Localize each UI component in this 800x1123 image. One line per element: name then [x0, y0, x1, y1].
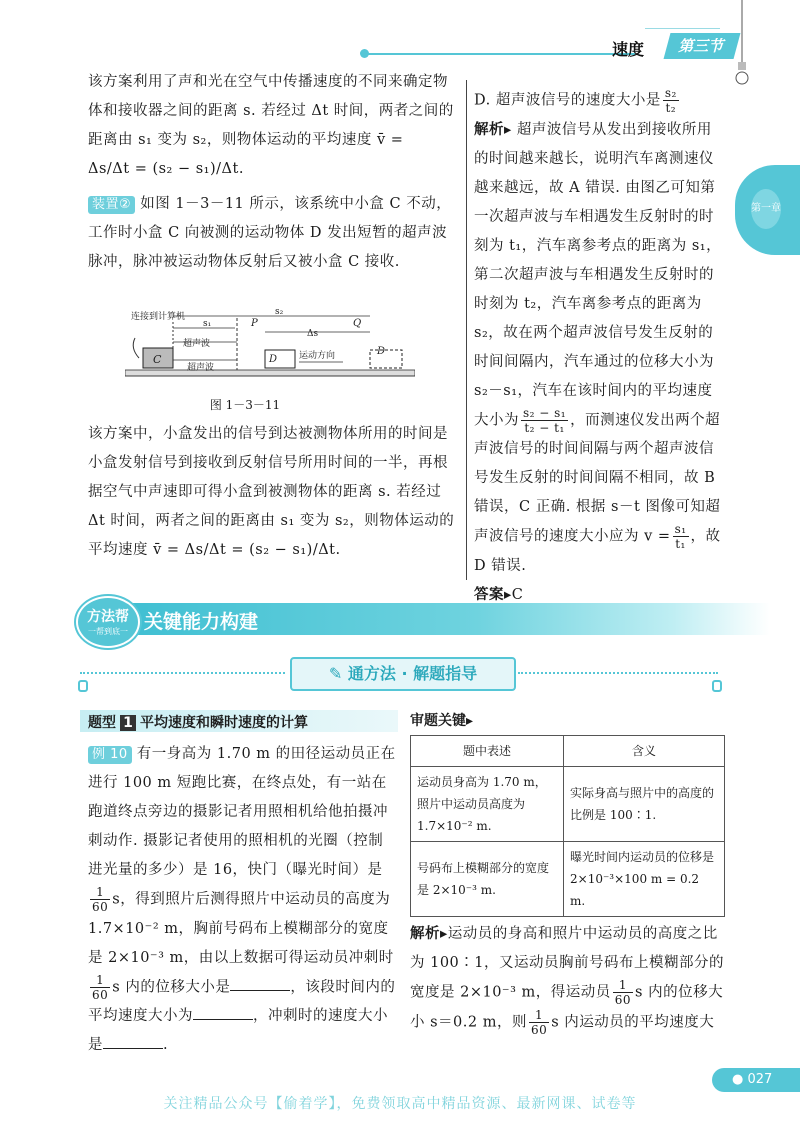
p3-formula: v̄ = Δs/Δt = (s₂ − s₁)/Δt.: [153, 542, 341, 558]
table-cell: 运动员身高为 1.70 m，照片中运动员高度为 1.7×10⁻² m.: [411, 767, 564, 842]
review-heading-text: 审题关键: [410, 713, 466, 729]
frac-num: s₂: [664, 86, 677, 100]
frac-num: 1: [613, 978, 633, 993]
review-analysis: [410, 920, 725, 1037]
p3-text: 该方案中，小盒发出的信号到达被测物体所用的时间是小盒发射信号到接收到反射信号所用时间的一半，再根据空气中声速即可得小盒到被测物体的距离 s. 若经过 Δt 时间，两者之间的距离由 s₁ 变为 s₂，则物体运动的平均速度: [88, 426, 455, 558]
fig-label-wave1: 超声波: [183, 339, 211, 349]
device-tag: 装置②: [88, 196, 135, 214]
badge-bottom: 一帮到底一: [88, 627, 128, 636]
fig-label-wave2: 超声波: [187, 363, 215, 373]
problem-text-d: ，该段时间内的平均速度大小为: [88, 979, 396, 1024]
fig-label-dir: 运动方向: [299, 351, 336, 361]
fig-label-ds: Δs: [307, 329, 319, 339]
frac-den: 60: [92, 900, 109, 914]
fig-label-d2: D: [377, 346, 386, 357]
fig-label-p: P: [251, 318, 258, 329]
fig-label-c: C: [153, 353, 162, 366]
option-d: [474, 86, 726, 116]
p2-text: 如图 1－3－11 所示，该系统中小盒 C 不动，工作时小盒 C 向被测的运动物体 D 发出短暂的超声波脉冲，脉冲被运动物体反射后又被小盒 C 接收.: [88, 196, 452, 270]
paragraph-1: [88, 68, 460, 184]
method-badge: [76, 596, 140, 648]
table-cell: 号码布上模糊部分的宽度是 2×10⁻³ m.: [411, 842, 564, 917]
paragraph-2: [88, 190, 460, 277]
problem-text-f: .: [163, 1037, 169, 1053]
header-rule-top: [645, 28, 720, 29]
chapter-side-tab: [735, 165, 800, 255]
answer-blank[interactable]: [103, 1048, 163, 1049]
column-divider: [466, 80, 467, 580]
example-tag: 例 10: [88, 746, 132, 764]
problem-fraction-b: [90, 973, 110, 1002]
fig-label-d: D: [269, 354, 278, 365]
frac-num: s₁: [674, 522, 687, 536]
problem-text-e: ，冲刺时的速度大小是: [88, 1008, 388, 1053]
frac-den: 60: [92, 987, 109, 1002]
pin-icon: [78, 680, 88, 692]
analysis-block: 解析▸ 超声波信号从发出到接收所用的时间越来越长，说明汽车离测速仪越来越远，故 A 错误. 由图乙可知第一次超声波与车相遇发生反射时的时刻为 t₁，汽车离参考点的距离为 s₁，第二次超声波与车相遇发生反射时的时刻为 t₂，汽车离参考点的距离为 s₂，故在两个超声波信号发生反射的时间间隔内，汽车通过的位移大小为 s₂－s₁，汽车在该时间内的平均速度大小为 $\frac{\text{s₂ − s₁}}{\text{t₂ − t₁}}$ ，而测速仪发出两个超声波信号的时间间隔与两个超声波信号发生反射的时间间隔不相同，故 B 错误，C 正确. 根据 s－t 图像可知超声波信号的速度大小应为 v = $\frac{\text{s₁}}{\text{t₁}}$ ，故 D 错误.: [474, 121, 722, 574]
table-row: [411, 767, 725, 842]
analysis-end: ，故 D 错误.: [474, 528, 721, 574]
pin-icon: [712, 680, 722, 692]
type-number: 1: [120, 715, 136, 731]
problem-fraction-a: [90, 885, 110, 914]
dotted-rule-right: [518, 672, 718, 674]
p1-formula: Δs/Δt = (s₂ − s₁)/Δt.: [88, 161, 244, 177]
page-number: ● 027: [712, 1068, 800, 1092]
page-number-text: 027: [747, 1072, 773, 1087]
header-chapter: 速度: [612, 40, 645, 59]
frac-num: 1: [90, 973, 110, 988]
problem-text-a: 有一身高为 1.70 m 的田径运动员正在进行 100 m 短跑比赛，在终点处，有一站在跑道终点旁边的摄影记者用照相机给他拍摄冲刺动作. 摄影记者使用的照相机的光圈（控制进光量的多少）是 16，快门（曝光时间）是: [88, 746, 396, 878]
review-table: [410, 735, 725, 917]
analysis-label: 解析: [474, 121, 504, 138]
table-header: 题中表述: [411, 736, 564, 767]
header-rule: [365, 53, 635, 55]
analysis-fraction: [521, 406, 568, 435]
analysis-cont: ，而测速仪发出两个超声波信号的时间间隔与两个超声波信号发生反射的时间间隔不相同，故 B 错误，C 正确. 根据 s－t 图像可知超声波信号的速度大小应为 v =: [474, 412, 721, 545]
p1-text: 该方案利用了声和光在空气中传播速度的不同来确定物体和接收器之间的距离 s. 若经过 Δt 时间，两者之间的距离由 s₁ 变为 s₂，则物体运动的平均速度 v̄ =: [88, 74, 454, 148]
frac-den: 60: [614, 993, 632, 1007]
type-heading: [88, 712, 308, 732]
option-d-fraction: [663, 86, 679, 115]
figure-caption: 图 1－3－11: [209, 398, 281, 412]
badge-top: 方法帮: [87, 609, 129, 625]
analysis-text: 超声波信号从发出到接收所用的时间越来越长，说明汽车离测速仪越来越远，故 A 错误. 由图乙可知第一次超声波与车相遇发生反射时的时刻为 t₁，汽车离参考点的距离为 s₁，第二次超声波与车相遇发生反射时的时刻为 t₂，汽车离参考点的距离为 s₂，故在两个超声波信号发生反射的时间间隔内，汽车通过的位移大小为 s₂－s₁，汽车在该时间内的平均速度大小为: [474, 121, 722, 428]
frac-den: 60: [530, 1022, 548, 1037]
table-cell: 实际身高与照片中的高度的比例是 100∶1.: [564, 767, 725, 842]
type-label: 题型: [88, 715, 116, 731]
review-fraction-b: [529, 1008, 549, 1037]
review-analysis-c: s 内运动员的平均速度大: [551, 1014, 715, 1030]
frac-den: t₁: [675, 537, 686, 551]
sub-banner: ✎ 通方法 · 解题指导: [290, 657, 516, 691]
analysis-fraction-2: [673, 522, 689, 551]
frac-num: s₂ − s₁: [523, 405, 567, 420]
frac-den: t₂: [665, 101, 677, 115]
answer-label: 答案: [474, 586, 504, 603]
option-d-text: D. 超声波信号的速度大小是: [474, 92, 661, 109]
side-tab-label: 第一章: [751, 189, 781, 229]
answer-blank[interactable]: [230, 990, 290, 991]
table-row: [411, 842, 725, 917]
frac-num: 1: [529, 1008, 549, 1023]
right-column-top: [474, 86, 726, 610]
review-analysis-a: 运动员的身高和照片中运动员的高度之比为 100∶1，又运动员胸前号码布上模糊部分的宽度是 2×10⁻³ m，得运动员: [410, 926, 725, 1001]
figure-1-3-11: [125, 308, 415, 388]
table-cell: 曝光时间内运动员的位移是 2×10⁻³×100 m = 0.2 m.: [564, 842, 725, 917]
answer-line: 答案▸C: [474, 586, 524, 603]
problem-text-b: s，得到照片后测得照片中运动员的高度为 1.7×10⁻² m，胸前号码布上模糊部分的宽度是 2×10⁻³ m，由以上数据可得运动员冲刺时: [88, 891, 394, 966]
fig-label-computer: 连接到计算机: [131, 312, 186, 322]
type-title: 平均速度和瞬时速度的计算: [140, 715, 308, 731]
left-column-top: [88, 68, 460, 277]
problem-text: [88, 740, 398, 1060]
answer-blank[interactable]: [193, 1019, 253, 1020]
fig-label-q: Q: [353, 318, 362, 329]
footer-promo: 关注精品公众号【偷着学】，免费领取高中精品资源、最新网课、试卷等: [163, 1096, 637, 1112]
table-header-row: [411, 736, 725, 767]
review-analysis-b: s 内的位移大小 s＝0.2 m，则: [410, 984, 724, 1030]
frac-den: t₂ − t₁: [524, 420, 565, 435]
review-heading: 审题关键▸: [410, 713, 474, 729]
banner-title: 关键能力构建: [144, 611, 259, 633]
review-analysis-paragraph: 解析▸运动员的身高和照片中运动员的高度之比为 100∶1，又运动员胸前号码布上模糊部分的宽度是 2×10⁻³ m，得运动员 $\frac{1}{60}$ s 内的位移大小 s＝0.2 m，则 $\frac{1}{60}$ s 内运动员的平均速度大: [410, 926, 725, 1037]
frac-num: 1: [90, 885, 110, 900]
header-section: 第三节: [664, 33, 741, 59]
dotted-rule-left: [80, 672, 285, 674]
fig-label-s1: s₁: [203, 319, 212, 329]
review-analysis-label: 解析: [410, 926, 440, 942]
problem-text-c: s 内的位移大小是: [112, 979, 231, 995]
left-column-mid: [88, 420, 460, 565]
paragraph-3: [88, 420, 460, 565]
sub-banner-text: 通方法 · 解题指导: [347, 664, 478, 683]
fig-label-s2: s₂: [275, 308, 284, 317]
table-header: 含义: [564, 736, 725, 767]
review-fraction-a: [613, 978, 633, 1007]
example-paragraph: [88, 740, 398, 1060]
lightbulb-icon: [735, 0, 749, 90]
answer-value: C: [511, 586, 524, 603]
